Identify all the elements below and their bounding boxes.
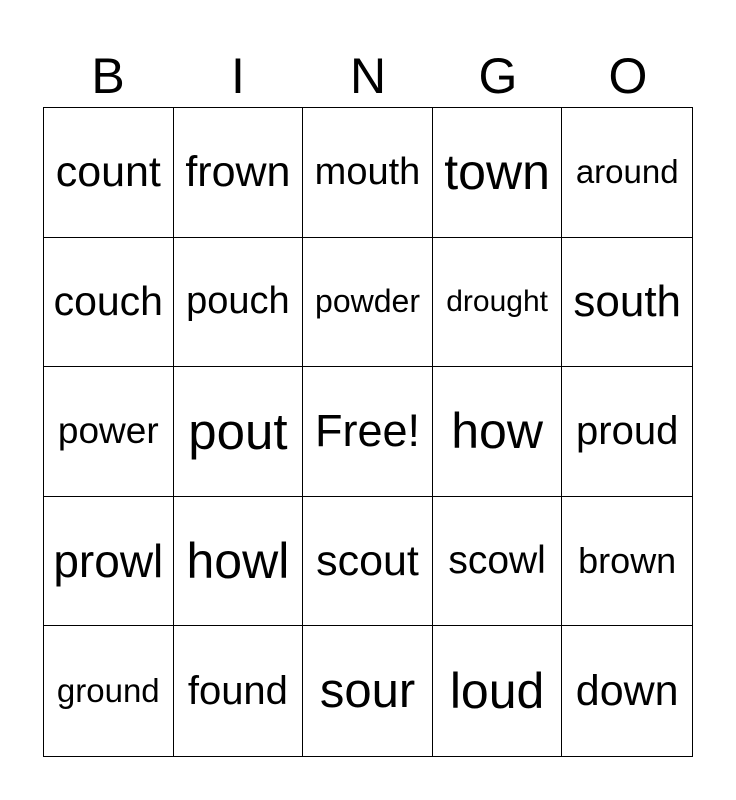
bingo-cell: Free! xyxy=(303,367,433,497)
bingo-cell: brown xyxy=(562,497,692,627)
bingo-cell: down xyxy=(575,666,679,715)
bingo-cell: drought xyxy=(433,238,563,368)
bingo-cell: proud xyxy=(562,367,692,497)
header-letter-o: O xyxy=(608,48,648,104)
bingo-cell: town xyxy=(433,108,563,238)
bingo-cell: couch xyxy=(44,238,174,368)
bingo-header xyxy=(43,46,693,106)
bingo-board xyxy=(43,107,693,757)
bingo-cell: loud xyxy=(433,626,563,756)
bingo-cell: prowl xyxy=(44,497,174,627)
header-letter-i: I xyxy=(231,48,245,104)
bingo-cell: south xyxy=(562,238,692,368)
bingo-cell: found xyxy=(174,626,304,756)
bingo-cell: scout xyxy=(303,497,433,627)
bingo-cell: pouch xyxy=(174,238,304,368)
bingo-cell: how xyxy=(433,367,563,497)
bingo-cell: powder xyxy=(303,238,433,368)
bingo-cell: scowl xyxy=(433,497,563,627)
bingo-cell: mouth xyxy=(303,108,433,238)
header-letter-g: G xyxy=(478,48,518,104)
header-letter-n: N xyxy=(349,48,387,104)
bingo-cell: ground xyxy=(44,626,174,756)
bingo-cell: power xyxy=(44,367,174,497)
bingo-cell: around xyxy=(562,108,692,238)
bingo-cell: sour xyxy=(303,626,433,756)
header-letter-b: B xyxy=(91,48,125,104)
bingo-cell: frown xyxy=(174,108,304,238)
bingo-cell: count xyxy=(44,108,174,238)
bingo-cell: pout xyxy=(174,367,304,497)
bingo-cell: howl xyxy=(174,497,304,627)
